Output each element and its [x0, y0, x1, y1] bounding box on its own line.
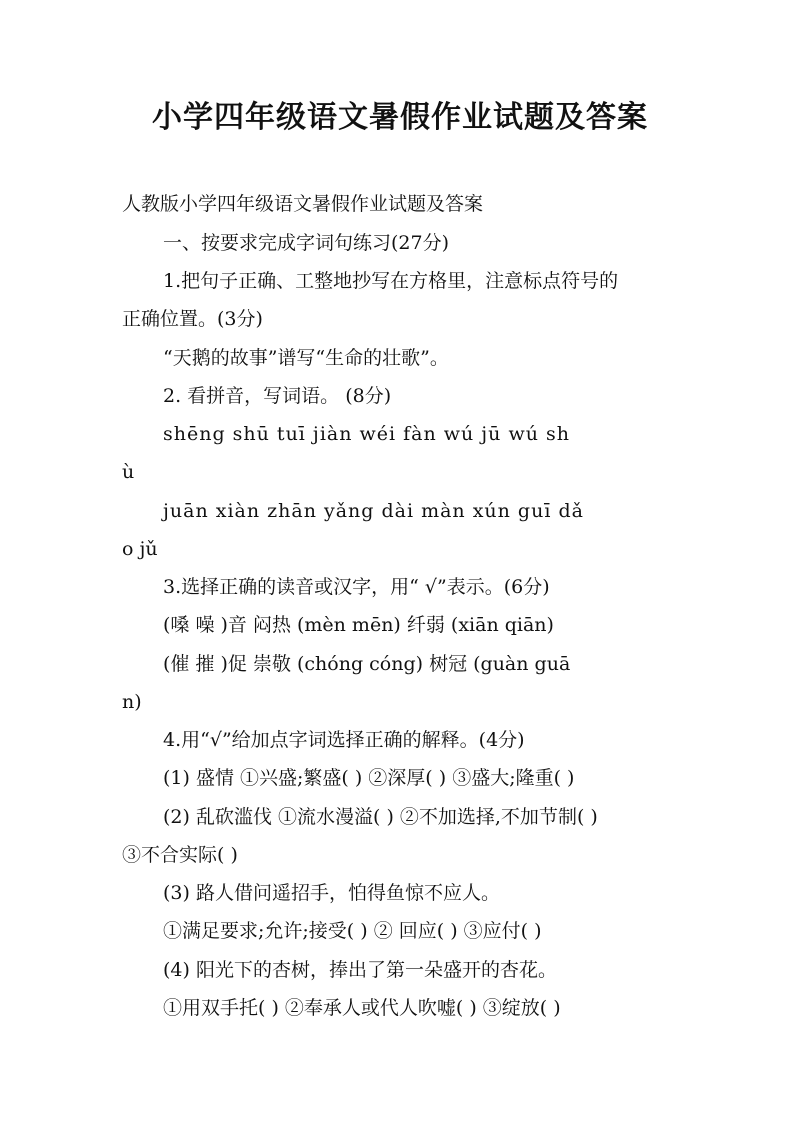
choice-row-2: (催 摧 )促 崇敬 (chóng cóng) 树冠 (guàn guā	[163, 653, 571, 675]
question-3-line: 3.选择正确的读音或汉字，用“ √”表示。(6分)	[163, 576, 550, 598]
item-4-options: ①用双手托( ) ②奉承人或代人吹嘘( ) ③绽放( )	[163, 997, 561, 1019]
pinyin-row-2: juān xiàn zhān yǎng dài màn xún guī dǎ	[163, 500, 584, 522]
document-title: 小学四年级语文暑假作业试题及答案	[152, 100, 648, 135]
pinyin-row-1: shēng shū tuī jiàn wéi fàn wú jū wú sh	[163, 423, 570, 445]
item-2-continuation: ③不合实际( )	[122, 844, 238, 866]
subtitle-line: 人教版小学四年级语文暑假作业试题及答案	[122, 193, 484, 215]
question-2-line: 2. 看拼音，写词语。 (8分)	[163, 385, 392, 407]
item-2-line: (2) 乱砍滥伐 ①流水漫溢( ) ②不加选择,不加节制( )	[163, 806, 598, 828]
item-4-line: (4) 阳光下的杏树，捧出了第一朵盛开的杏花。	[163, 959, 557, 981]
section-heading: 一、按要求完成字词句练习(27分)	[163, 232, 450, 254]
choice-row-1: (嗓 噪 )音 闷热 (mèn mēn) 纤弱 (xiān qiān)	[163, 614, 554, 636]
item-1-line: (1) 盛情 ①兴盛;繁盛( ) ②深厚( ) ③盛大;隆重( )	[163, 767, 575, 789]
pinyin-row-2-continuation: o jǔ	[122, 538, 158, 560]
copy-sentence: “天鹅的故事”谱写“生命的壮歌”。	[163, 347, 449, 369]
pinyin-row-1-continuation: ù	[122, 461, 135, 483]
question-1-line: 1.把句子正确、工整地抄写在方格里，注意标点符号的	[163, 270, 619, 292]
choice-row-2-continuation: n)	[122, 691, 142, 713]
question-1-continuation: 正确位置。(3分)	[122, 308, 263, 330]
item-3-line: (3) 路人借问遥招手，怕得鱼惊不应人。	[163, 882, 500, 904]
question-4-line: 4.用“√”给加点字词选择正确的解释。(4分)	[163, 729, 525, 751]
item-3-options: ①满足要求;允许;接受( ) ② 回应( ) ③应付( )	[163, 920, 542, 942]
